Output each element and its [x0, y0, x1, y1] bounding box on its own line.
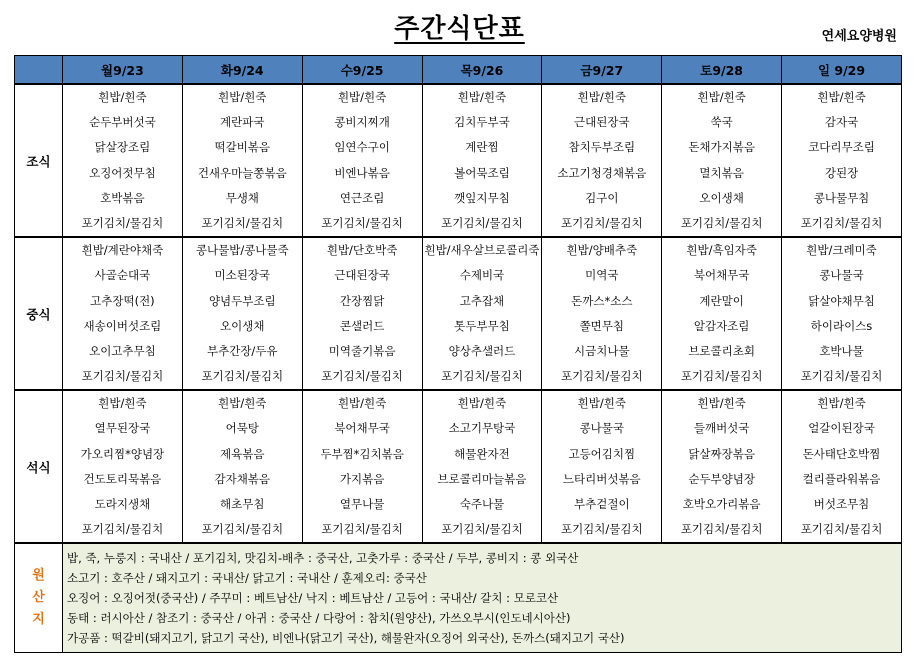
day-header: 목9/26 — [422, 56, 542, 85]
menu-item: 톳두부무침 — [454, 318, 510, 333]
menu-cell — [63, 237, 183, 390]
menu-item: 흰밥/흰죽 — [817, 90, 866, 104]
menu-item: 버섯조무침 — [813, 497, 870, 511]
menu-cell — [662, 84, 782, 237]
menu-item: 호박볶음 — [100, 190, 145, 205]
page-title: 주간식단표 — [394, 14, 525, 44]
menu-item: 콩나물무침 — [813, 190, 870, 205]
menu-item: 흰밥/흰죽 — [98, 90, 147, 104]
menu-item: 양념두부조림 — [208, 293, 276, 308]
origin-label-char: 산 — [32, 590, 45, 606]
menu-item: 콩나물밥/콩나물죽 — [195, 243, 289, 258]
menu-item: 포기김치/물김치 — [321, 522, 403, 537]
menu-item: 부추겉절이 — [574, 497, 630, 511]
menu-cell — [302, 84, 422, 237]
menu-item: 흰밥/흑임자죽 — [686, 243, 757, 258]
menu-cell — [782, 84, 902, 237]
menu-item: 오이생채 — [220, 318, 265, 333]
day-header: 금9/27 — [542, 56, 662, 85]
day-header: 월9/23 — [63, 56, 183, 85]
menu-item: 가오리찜*양념장 — [80, 446, 165, 461]
menu-item: 닭살장조림 — [94, 140, 151, 155]
menu-item: 근대된장국 — [574, 115, 630, 130]
menu-item: 임연수구이 — [334, 140, 390, 155]
menu-item: 흰밥/새우살브로콜리죽 — [424, 243, 540, 258]
day-header: 화9/24 — [182, 56, 302, 85]
menu-cell — [542, 237, 662, 390]
menu-cell — [662, 390, 782, 543]
origin-line: 밥, 죽, 누룽지 : 국내산 / 포기김치, 맛김치-배추 : 중국산, 고춧가루 : 중국산 / 두부, 콩비지 : 콩 외국산 — [67, 551, 579, 566]
menu-item: 코다리무조림 — [808, 140, 875, 155]
menu-cell — [422, 84, 542, 237]
menu-item: 흰밥/크레미죽 — [806, 243, 877, 258]
menu-item: 흰밥/흰죽 — [577, 396, 626, 411]
menu-item: 계란파국 — [220, 115, 265, 130]
menu-item: 포기김치/물김치 — [81, 215, 164, 230]
menu-item: 건도토리묵볶음 — [83, 471, 162, 486]
menu-cell — [782, 237, 902, 390]
menu-item: 돈채가지볶음 — [688, 140, 755, 155]
menu-item: 포기김치/물김치 — [800, 369, 883, 384]
origin-line: 오징어 : 오징어젓(중국산) / 주꾸미 : 베트남산/ 낙지 : 베트남산 / 고등어 : 국내산/ 갈치 : 모로코산 — [67, 591, 559, 606]
menu-item: 얼갈이된장국 — [808, 421, 875, 436]
origin-line: 가공품 : 떡갈비(돼지고기, 닭고기 국산), 비엔나(닭고기 국산), 해물완자(오징어 외국산), 돈까스(돼지고기 국산) — [67, 631, 625, 646]
menu-item: 흰밥/흰죽 — [457, 396, 507, 411]
menu-item: 새송이버섯조림 — [83, 318, 162, 333]
menu-item: 가지볶음 — [339, 471, 385, 486]
menu-item: 브로콜리마늘볶음 — [437, 471, 527, 486]
menu-item: 고추장떡(전) — [90, 293, 155, 308]
menu-item: 쑥국 — [710, 115, 733, 130]
origin-line: 동태 : 러시아산 / 참조기 : 중국산 / 아귀 : 중국산 / 다랑어 : 참치(원양산), 가쓰오부시(인도네시아산) — [67, 611, 571, 626]
origin-label-char: 지 — [32, 612, 45, 628]
menu-item: 호박나물 — [819, 343, 864, 358]
origin-row — [15, 543, 902, 653]
menu-item: 콘샐러드 — [339, 318, 385, 333]
menu-item: 떡갈비볶음 — [214, 140, 271, 155]
menu-cell — [182, 237, 302, 390]
menu-item: 포기김치/물김치 — [201, 522, 284, 537]
menu-item: 감자채볶음 — [214, 471, 271, 486]
origin-line: 소고기 : 호주산 / 돼지고기 : 국내산/ 닭고기 : 국내산 / 훈제오리: 중국산 — [67, 571, 427, 586]
menu-item: 도라지생채 — [94, 497, 151, 511]
menu-item: 포기김치/물김치 — [680, 369, 763, 384]
day-header: 수9/25 — [302, 56, 422, 85]
menu-item: 미소된장국 — [214, 268, 271, 283]
menu-item: 김치두부국 — [454, 115, 510, 130]
menu-item: 들깨버섯국 — [693, 421, 750, 436]
menu-item: 포기김치/물김치 — [321, 215, 403, 230]
menu-item: 흰밥/양배추죽 — [566, 243, 638, 258]
day-header: 일 9/29 — [782, 56, 902, 85]
menu-item: 흰밥/흰죽 — [337, 396, 387, 411]
weekly-menu-table — [14, 55, 902, 653]
menu-item: 계란찜 — [465, 140, 499, 155]
menu-item: 근대된장국 — [334, 268, 390, 283]
menu-item: 흰밥/흰죽 — [98, 396, 147, 411]
meal-label: 중식 — [15, 237, 63, 390]
menu-item: 미역국 — [585, 268, 619, 283]
meal-row — [15, 84, 902, 237]
menu-item: 닭살짜장볶음 — [688, 446, 755, 461]
menu-item: 고추잡채 — [459, 293, 505, 308]
menu-item: 무생채 — [225, 190, 259, 205]
menu-item: 흰밥/계란야채죽 — [81, 243, 164, 258]
menu-item: 연근조림 — [339, 190, 385, 205]
menu-item: 강된장 — [824, 165, 859, 180]
menu-item: 김구이 — [585, 190, 619, 205]
menu-item: 건새우마늘쫑볶음 — [197, 165, 287, 180]
menu-item: 비엔나볶음 — [334, 165, 390, 180]
menu-item: 두부찜*김치볶음 — [320, 446, 404, 461]
menu-item: 돈까스*소스 — [571, 293, 633, 308]
menu-item: 북어채무국 — [334, 421, 390, 436]
menu-item: 쫄면무침 — [579, 318, 625, 333]
menu-cell — [782, 390, 902, 543]
menu-item: 포기김치/물김치 — [800, 215, 883, 230]
menu-item: 포기김치/물김치 — [321, 369, 403, 384]
menu-item: 해물완자전 — [454, 446, 510, 461]
origin-label-char: 원 — [32, 568, 45, 584]
menu-item: 감자국 — [824, 115, 859, 130]
menu-cell — [182, 390, 302, 543]
menu-item: 양상추샐러드 — [448, 343, 516, 358]
menu-item: 브로콜리초회 — [688, 343, 755, 358]
corner-cell — [15, 56, 63, 85]
menu-item: 멸치볶음 — [699, 165, 744, 180]
menu-item: 수제비국 — [459, 268, 505, 283]
menu-item: 느타리버섯볶음 — [562, 471, 641, 486]
meal-label: 조식 — [15, 84, 63, 237]
menu-item: 간장찜닭 — [339, 293, 385, 308]
meal-row — [15, 390, 902, 543]
menu-item: 어묵탕 — [225, 421, 259, 436]
menu-cell — [302, 237, 422, 390]
menu-item: 볼어묵조림 — [454, 165, 510, 180]
menu-item: 포기김치/물김치 — [81, 522, 164, 537]
meal-row — [15, 237, 902, 390]
menu-cell — [422, 237, 542, 390]
menu-item: 오이생채 — [699, 190, 744, 205]
menu-item: 흰밥/흰죽 — [337, 90, 387, 104]
menu-item: 열무된장국 — [94, 421, 151, 436]
menu-item: 컬리플라워볶음 — [802, 471, 881, 486]
menu-cell — [302, 390, 422, 543]
menu-item: 사골순대국 — [94, 268, 151, 283]
menu-item: 포기김치/물김치 — [680, 215, 763, 230]
menu-item: 흰밥/흰죽 — [218, 90, 267, 104]
menu-item: 콩나물국 — [579, 421, 625, 436]
menu-item: 하이라이스s — [810, 318, 873, 333]
menu-cell — [542, 390, 662, 543]
hospital-name: 연세요양병원 — [821, 29, 897, 44]
menu-item: 시금치나물 — [574, 343, 630, 358]
menu-item: 포기김치/물김치 — [81, 369, 164, 384]
menu-item: 흰밥/흰죽 — [218, 396, 267, 411]
menu-item: 포기김치/물김치 — [441, 215, 523, 230]
origin-label — [15, 543, 63, 653]
menu-item: 콩나물국 — [819, 268, 864, 283]
menu-item: 오징어젓무침 — [89, 165, 156, 180]
menu-item: 소고기무탕국 — [448, 421, 516, 436]
menu-item: 포기김치/물김치 — [201, 369, 284, 384]
menu-item: 흰밥/흰죽 — [697, 396, 746, 411]
menu-item: 제육볶음 — [220, 446, 265, 461]
menu-cell — [182, 84, 302, 237]
menu-item: 흰밥/흰죽 — [697, 90, 746, 104]
menu-item: 콩비지찌개 — [334, 115, 390, 130]
menu-item: 북어채무국 — [693, 268, 750, 283]
menu-item: 돈사태단호박찜 — [802, 446, 881, 461]
menu-item: 순두부양념장 — [688, 471, 755, 486]
menu-cell — [63, 84, 183, 237]
menu-item: 계란말이 — [699, 293, 744, 308]
day-header-row — [15, 56, 902, 85]
origin-text — [63, 543, 902, 653]
menu-item: 알감자조림 — [693, 318, 750, 333]
menu-cell — [63, 390, 183, 543]
menu-cell — [662, 237, 782, 390]
menu-item: 포기김치/물김치 — [800, 522, 883, 537]
meal-label: 석식 — [15, 390, 63, 543]
menu-item: 해초무침 — [220, 497, 265, 511]
menu-item: 호박오가리볶음 — [682, 497, 761, 511]
menu-item: 포기김치/물김치 — [560, 522, 643, 537]
menu-cell — [422, 390, 542, 543]
menu-item: 포기김치/물김치 — [201, 215, 284, 230]
menu-item: 포기김치/물김치 — [441, 369, 523, 384]
menu-item: 포기김치/물김치 — [441, 522, 523, 537]
menu-item: 고등어김치찜 — [568, 446, 636, 461]
menu-item: 오이고추무침 — [89, 343, 156, 358]
menu-item: 포기김치/물김치 — [680, 522, 763, 537]
menu-item: 흰밥/단호박죽 — [326, 243, 398, 258]
menu-item: 흰밥/흰죽 — [577, 90, 626, 104]
menu-cell — [542, 84, 662, 237]
menu-item: 흰밥/흰죽 — [817, 396, 866, 411]
menu-item: 포기김치/물김치 — [560, 215, 643, 230]
menu-item: 열무나물 — [339, 497, 385, 511]
menu-item: 포기김치/물김치 — [560, 369, 643, 384]
menu-item: 소고기청경채볶음 — [557, 165, 647, 180]
menu-item: 숙주나물 — [459, 497, 505, 511]
menu-item: 깻잎지무침 — [454, 190, 510, 205]
day-header: 토9/28 — [662, 56, 782, 85]
menu-item: 미역줄기볶음 — [328, 343, 396, 358]
menu-item: 흰밥/흰죽 — [457, 90, 507, 104]
menu-item: 닭살야채무침 — [808, 293, 875, 308]
menu-item: 참치두부조림 — [568, 140, 636, 155]
menu-item: 부추간장/두유 — [207, 343, 278, 358]
menu-item: 순두부버섯국 — [89, 115, 156, 130]
